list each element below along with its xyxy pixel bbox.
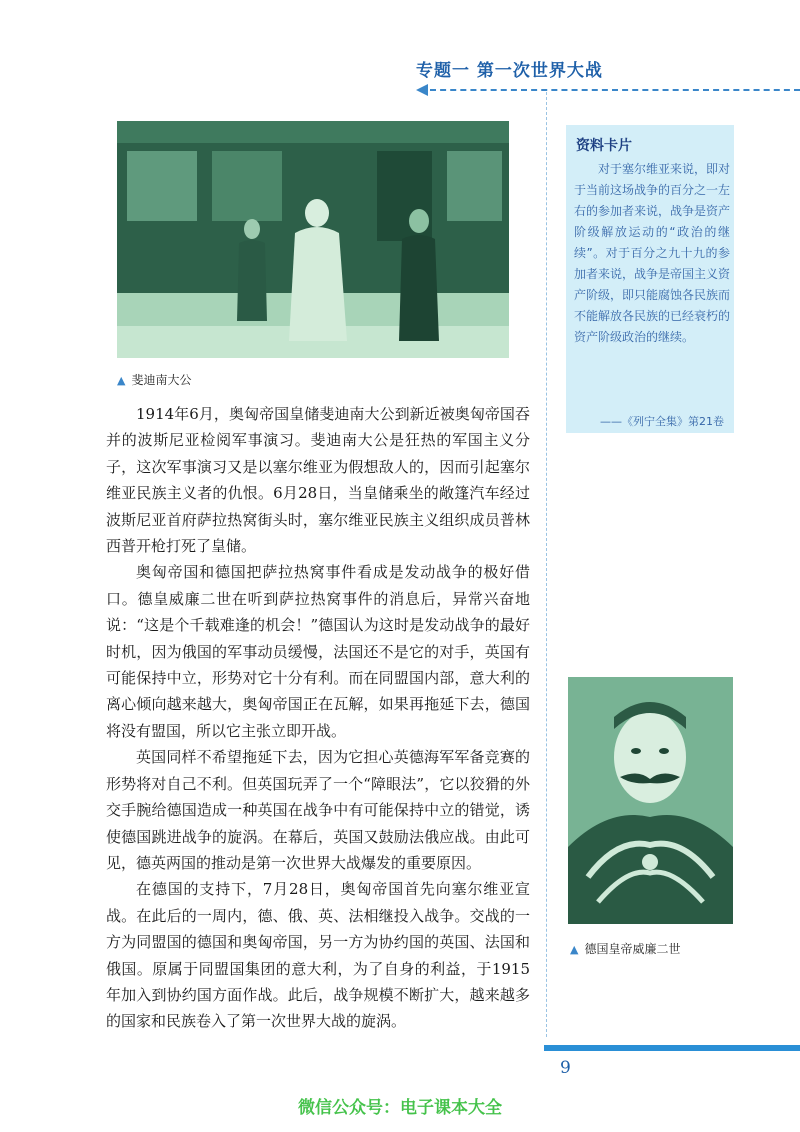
kaiser-photo-caption <box>570 940 680 957</box>
header-dashed-rule <box>430 89 800 91</box>
body-paragraph: 1914年6月，奥匈帝国皇储斐迪南大公到新近被奥匈帝国吞并的波斯尼亚检阅军事演习。斐迪南大公是狂热的军国主义分子，这次军事演习又是以塞尔维亚为假想敌人的，因而引起塞尔维亚民族主义者的仇恨。6月28日，当皇储乘坐的敞篷汽车经过波斯尼亚首府萨拉热窝街头时，塞尔维亚民族主义组织成员普林西普开枪打死了皇储。 <box>106 405 530 556</box>
info-card-title: 资料卡片 <box>576 138 632 154</box>
caption-triangle-icon: ▲ <box>117 374 126 387</box>
sidebar-divider <box>546 92 547 1037</box>
archduke-train-photo <box>117 121 509 358</box>
watermark-text: 微信公众号：电子课本大全 <box>298 1098 502 1118</box>
info-card-text: 对于塞尔维亚来说，即对于当前这场战争的百分之一左右的参加者来说，战争是资产阶级解放运动的“政治的继续”。对于百分之九十九的参加者来说，战争是帝国主义资产阶级，即只能腐蚀各民族而不能解放各民族的已经衰朽的资产阶级政治的继续。 <box>574 162 731 344</box>
kaiser-wilhelm-photo <box>568 677 733 924</box>
body-paragraph: 奥匈帝国和德国把萨拉热窝事件看成是发动战争的极好借口。德皇威廉二世在听到萨拉热窝事件的消息后，异常兴奋地说：“这是个千载难逢的机会！”德国认为这时是发动战争的最好时机，因为俄国的军事动员缓慢，法国还不是它的对手，英国有可能保持中立，形势对它十分有利。而在同盟国内部，意大利的离心倾向越来越大，奥匈帝国正在瓦解，如果再拖延下去，德国将没有盟国，所以它主张立即开战。 <box>106 563 530 740</box>
body-paragraph: 在德国的支持下，7月28日，奥匈帝国首先向塞尔维亚宣战。在此后的一周内，德、俄、英、法相继投入战争。交战的一方为同盟国的德国和奥匈帝国，另一方为协约国的英国、法国和俄国。原属于同盟国集团的意大利，为了自身的利益，于1915年加入到协约国方面作战。此后，战争规模不断扩大，越来越多的国家和民族卷入了第一次世界大战的旋涡。 <box>106 880 530 1031</box>
chapter-header-title: 专题一 第一次世界大战 <box>416 61 603 81</box>
main-body-text <box>106 401 530 1035</box>
train-caption-text: 斐迪南大公 <box>131 373 192 387</box>
footer-bar <box>544 1045 800 1051</box>
page-number: 9 <box>560 1058 571 1078</box>
train-photo-caption <box>117 371 191 388</box>
info-card <box>566 125 734 433</box>
train-photo-illustration <box>117 121 509 358</box>
kaiser-portrait-illustration <box>568 677 733 924</box>
kaiser-caption-text: 德国皇帝威廉二世 <box>584 942 681 956</box>
body-paragraph: 英国同样不希望拖延下去，因为它担心英德海军军备竞赛的形势将对自己不利。但英国玩弄了一个“障眼法”，它以狡猾的外交手腕给德国造成一种英国在战争中有可能保持中立的错觉，诱使德国跳进战争的旋涡。在幕后，英国又鼓励法俄应战。由此可见，德英两国的推动是第一次世界大战爆发的重要原因。 <box>106 748 530 872</box>
header-arrow-icon <box>416 84 428 96</box>
caption-triangle-icon: ▲ <box>570 943 579 956</box>
info-card-source: ——《列宁全集》第21卷 <box>600 415 724 428</box>
